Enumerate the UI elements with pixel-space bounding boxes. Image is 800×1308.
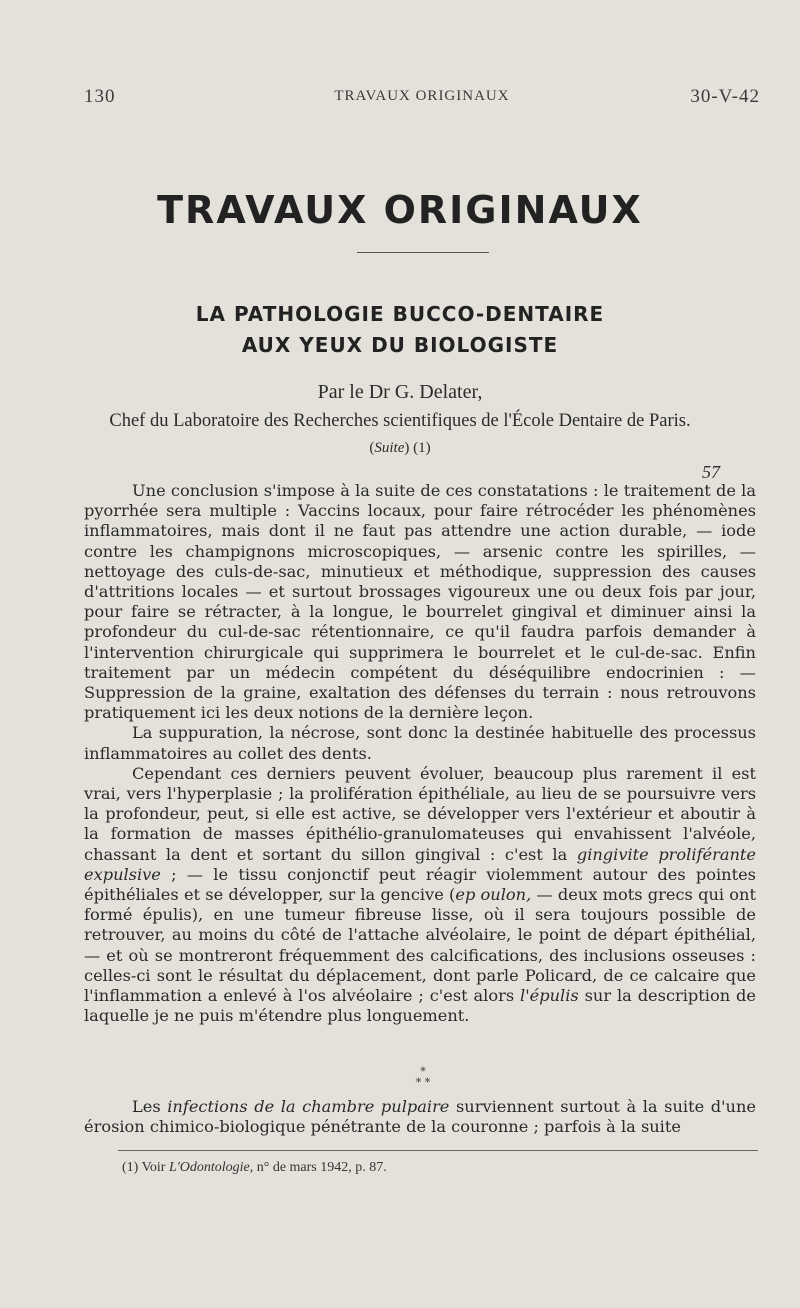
asterism	[0, 1066, 800, 1088]
running-title: TRAVAUX ORIGINAUX	[334, 88, 510, 104]
paragraph-3-emphasis-3: l'épulis	[520, 986, 579, 1006]
asterism-top: *	[420, 1065, 426, 1078]
continued-label: Suite	[374, 440, 405, 456]
paragraph-3-part-b: ; — le tissu conjonctif peut réagir violemment autour des pointes épithéliales et se développer, sur la gencive (	[84, 864, 756, 905]
paragraph-3-emphasis-1: gingivite proliférante expulsive	[84, 844, 756, 884]
author-name: G. Delater,	[394, 381, 483, 403]
paragraph-4-part-b: surviennent surtout à la suite d'une érosion chimico-biologique pénétrante de la couronne ; parfois à la suite	[84, 1097, 756, 1137]
byline-prefix: Par le	[317, 381, 364, 403]
continued-note: (Suite) (1)	[369, 440, 431, 456]
author-title: Dr	[368, 381, 390, 403]
paragraph-3-part-a: Cependant ces derniers peuvent évoluer, beaucoup plus rarement il est vrai, vers l'hyperplasie ; la prolifération épithéliale, au lieu de se poursuivre vers la profondeur, peut, si elle est active, se développer vers l'extérieur et aboutir à la formation de masses épithélio-granulomateuses qui envahissent l'alvéole, chassant la dent et sortant du sillon gingival : c'est la	[84, 763, 756, 864]
byline	[0, 381, 800, 404]
footnote-reference: (1)	[413, 440, 431, 456]
footnote-journal: L'Odontologie,	[168, 1160, 254, 1175]
page-number: 130	[84, 86, 116, 107]
footnote-mark: (1)	[122, 1160, 139, 1175]
asterism-bottom: * *	[415, 1076, 431, 1089]
running-head	[84, 86, 760, 110]
paragraph-4-emphasis: infections de la chambre pulpaire	[167, 1097, 450, 1116]
article-title	[0, 299, 800, 361]
paragraph-2: La suppuration, la nécrose, sont donc la destinée habituelle des processus inflammatoires au collet des dents.	[84, 723, 756, 763]
paragraph-4	[84, 1097, 756, 1137]
paragraph-3-emphasis-2: ep oulon,	[455, 885, 532, 905]
title-divider	[357, 252, 489, 253]
footnote-divider	[118, 1150, 758, 1151]
paragraph-4-part-a: Les	[132, 1097, 168, 1116]
author-affiliation: Chef du Laboratoire des Recherches scientifiques de l'École Dentaire de Paris.	[109, 411, 691, 431]
footnote-prefix: Voir	[141, 1160, 166, 1175]
paragraph-3-part-c: — deux mots grecs qui ont formé épulis), en une tumeur fibreuse lisse, où il sera toujours possible de retrouver, au moins du côté de l'attache alvéolaire, le point de départ épithélial, — et où se montreront fréquemment des calcifications, des inclusions osseuses : celles-ci sont le résultat du déplacement, dont parle Policard, de ce calcaire que l'inflammation a enlevé à l'os alvéolaire ; c'est alors	[84, 885, 756, 1006]
side-number: 57	[702, 462, 720, 482]
section-title: TRAVAUX ORIGINAUX	[157, 188, 643, 232]
article-body-continued	[84, 1097, 756, 1137]
footnote-suffix: n° de mars 1942, p. 87.	[256, 1160, 387, 1175]
paragraph-3	[84, 764, 756, 1027]
paragraph-1: Une conclusion s'impose à la suite de ces constatations : le traitement de la pyorrhée sera multiple : Vaccins locaux, pour faire rétrocéder les phénomènes inflammatoires, mais dont il ne faut pas attendre une action durable, — iode contre les champignons microscopiques, — arsenic contre les spirilles, — nettoyage des culs-de-sac, minutieux et méthodique, suppression des causes d'attritions locales — et surtout brossages vigoureux une ou deux fois par jour, pour faire se rétracter, à la longue, le bourrelet gingival et diminuer ainsi la profondeur du cul-de-sac rétentionnaire, ce qu'il faudra parfois demander à l'intervention chirurgicale qui supprimera le bourrelet et le cul-de-sac. Enfin traitement par un médecin compétent du déséquilibre endocrinien : — Suppression de la graine, exaltation des défenses du terrain : nous retrouvons pratiquement ici les deux notions de la dernière leçon.	[84, 481, 756, 723]
footnote	[122, 1160, 387, 1176]
article-body	[84, 481, 756, 1026]
issue-date: 30-V-42	[690, 86, 760, 107]
paragraph-3-part-d: sur la description de laquelle je ne puis m'étendre plus longuement.	[84, 986, 756, 1026]
article-title-line-1: LA PATHOLOGIE BUCCO-DENTAIRE	[195, 302, 605, 326]
article-title-line-2: AUX YEUX DU BIOLOGISTE	[241, 333, 559, 357]
